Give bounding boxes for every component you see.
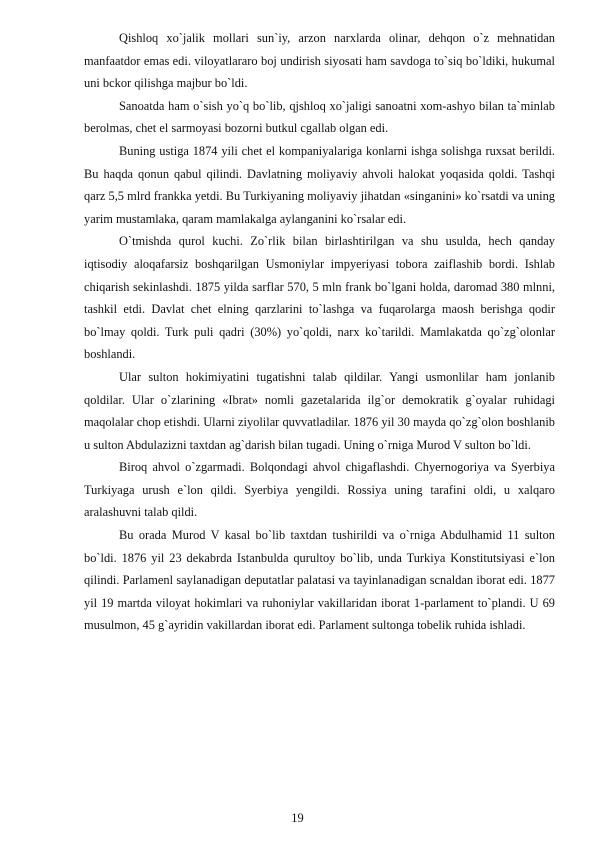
paragraph-3: Buning ustiga 1874 yili chet el kompaniyalariga konlarni ishga solishga ruxsat berildi. Bu haqda qonun qabul qilindi. Davlatning moliyaviy ahvoli halokat yoqasida qoldi. Tashqi qarz 5,5 mlrd frankka yetdi. Bu Turkiyaning moliyaviy jihatdan «singanini» ko`rsatdi va uning yarim mustamlaka, qaram mamlakalga aylanganini ko`rsalar edi. — [84, 143, 555, 226]
paragraph-7: Bu orada Murod V kasal bo`lib taxtdan tushirildi va o`rniga Abdulhamid 11 sulton bo`ldi. 1876 yil 23 dekabrda Istanbulda qurultoy bo`lib, unda Turkiya Konstitutsiyasi e`lon qilindi. Parlamenl saylanadigan deputatlar palatasi va tayinlanadigan scnaldan iborat edi. 1877 yil 19 martda viloyat hokimlari va ruhoniylar vakillaridan iborat 1-parlament to`plandi. U 69 musulmon, 45 g`ayridin vakillardan iborat edi. Parlament sultonga tobelik ruhida ishladi. — [84, 528, 555, 633]
paragraph-5: Ular sulton hokimiyatini tugatishni talab qildilar. Yangi usmonlilar ham jonlanib qoldilar. Ular o`zlarining «Ibrat» nomli gazetalarida ilg`or demokratik g`oyalar ruhidagi maqolalar chop etishdi. Ularni ziyolilar quvvatladilar. 1876 yil 30 mayda qo`zg`olon boshlanib u sulton Abdulazizni taxtdan ag`darish bilan tugadi. Uning o`rniga Murod V sulton bo`ldi. — [84, 369, 555, 452]
paragraph-6: Biroq ahvol o`zgarmadi. Bolqondagi ahvol chigaflashdi. Chyernogoriya va Syerbiya Turkiyaga urush e`lon qildi. Syerbiya yengildi. Rossiya uning tarafini oldi, u xalqaro aralashuvni talab qildi. — [84, 460, 555, 520]
document-body — [84, 27, 555, 637]
page-number: 19 — [291, 811, 304, 825]
paragraph-4: O`tmishda qurol kuchi. Zo`rlik bilan birlashtirilgan va shu usulda, hech qanday iqtisodiy aloqafarsiz boshqarilgan Usmoniylar impyeriyasi tobora zaiflashib bordi. Ishlab chiqarish sekinlashdi. 1875 yilda sarflar 570, 5 mln frank bo`lgani holda, daromad 380 mlnni, tashkil etdi. Davlat chet elning qarzlarini to`lashga va fuqarolarga maosh berishga qodir bo`lmay qoldi. Turk puli qadri (30%) yo`qoldi, narx ko`tarildi. Mamlakatda qo`zg`olonlar boshlandi. — [84, 234, 555, 362]
paragraph-2: Sanoatda ham o`sish yo`q bo`lib, qjshloq xo`jaligi sanoatni xom-ashyo bilan ta`minlab berolmas, chet el sarmoyasi bozorni butkul cgallab olgan edi. — [84, 98, 555, 136]
paragraph-1: Qishloq xo`jalik mollari sun`iy, arzon narxlarda olinar, dehqon o`z mehnatidan manfaatdor emas edi. viloyatlararo boj undirish siyosati ham savdoga to`siq bo`ldiki, hukumal uni bckor qilishga majbur bo`ldi. — [84, 31, 555, 91]
